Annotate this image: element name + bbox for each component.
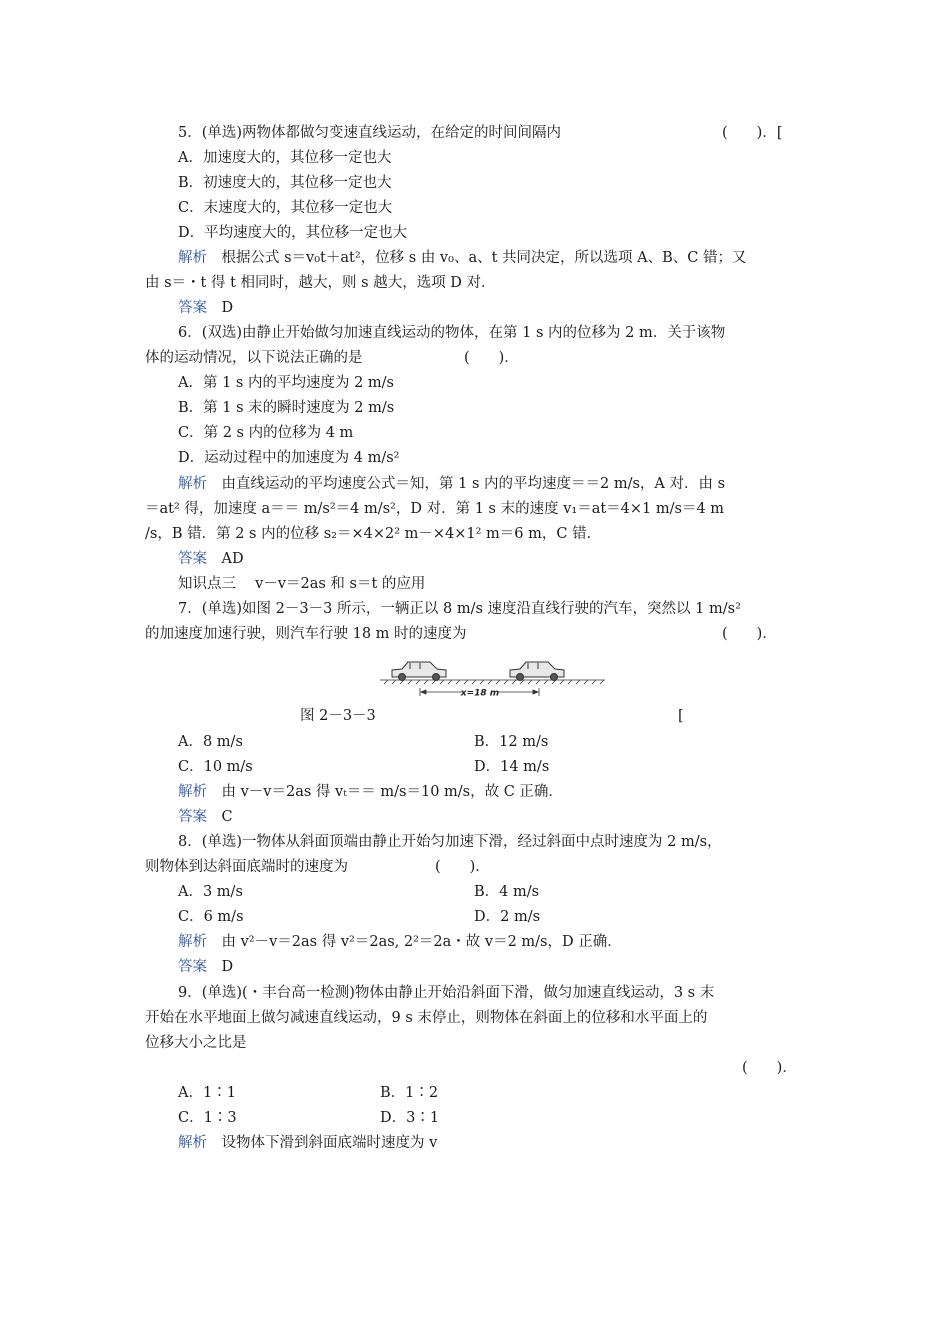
distance-label: x=18 m	[460, 688, 500, 698]
analysis-text: 设物体下滑到斜面底端时速度为 v	[207, 1135, 438, 1151]
q5-option-d: D．平均速度大的，其位移一定也大	[178, 225, 408, 241]
q6-analysis-cont: ＝at² 得，加速度 a＝＝ m/s²＝4 m/s²，D 对．第 1 s 末的速度 v₁＝at＝4×1 m/s＝4 m	[145, 501, 725, 517]
q9-analysis	[178, 1133, 437, 1153]
q5-analysis	[178, 248, 746, 268]
q6-option-a: A．第 1 s 内的平均速度为 2 m/s	[178, 375, 394, 391]
q7-option-c: C．10 m/s	[178, 759, 253, 775]
analysis-text: 由直线运动的平均速度公式＝知，第 1 s 内的平均速度＝＝2 m/s，A 对．由 s	[207, 476, 726, 492]
knowledge-point-heading: 知识点三 v－v＝2as 和 s＝t 的应用	[178, 576, 426, 592]
figure-caption: 图 2－3－3	[300, 708, 376, 724]
q7-option-b: B．12 m/s	[474, 734, 549, 750]
q8-answer	[178, 957, 233, 977]
q8-analysis	[178, 932, 622, 952]
q5-analysis-cont: 由 s＝・t 得 t 相同时，越大，则 s 越大，选项 D 对．	[145, 275, 496, 291]
analysis-label: 解析	[178, 250, 207, 266]
q5-answer-blank: ( )．[	[722, 125, 783, 141]
q6-option-c: C．第 2 s 内的位移为 4 m	[178, 425, 354, 441]
q7-stem-cont: 的加速度加速行驶，则汽车行驶 18 m 时的速度为	[145, 626, 467, 642]
q5-option-b: B．初速度大的，其位移一定也大	[178, 175, 392, 191]
q5-option-a: A．加速度大的，其位移一定也大	[178, 150, 392, 166]
q6-option-b: B．第 1 s 末的瞬时速度为 2 m/s	[178, 400, 395, 416]
q8-stem: 8．(单选)一物体从斜面顶端由静止开始匀加速下滑，经过斜面中点时速度为 2 m/s，	[178, 834, 722, 850]
q9-stem-cont: 开始在水平地面上做匀减速直线运动，9 s 末停止，则物体在斜面上的位移和水平面上的	[145, 1010, 708, 1026]
q7-answer-blank: ( )．	[722, 626, 777, 642]
q8-option-d: D．2 m/s	[474, 909, 541, 925]
q9-option-b: B．1∶2	[380, 1085, 439, 1101]
q5-answer	[178, 298, 233, 318]
analysis-text: 根据公式 s＝v₀t＋at²，位移 s 由 v₀、a、t 共同决定，所以选项 A、B、C 错；又	[207, 250, 747, 266]
answer-label: 答案	[178, 959, 207, 975]
q6-analysis	[178, 474, 725, 494]
answer-label: 答案	[178, 551, 207, 567]
q9-answer-blank: ( )．	[742, 1060, 797, 1076]
q6-answer	[178, 549, 244, 569]
q7-analysis	[178, 782, 563, 802]
q6-option-d: D．运动过程中的加速度为 4 m/s²	[178, 450, 400, 466]
analysis-label: 解析	[178, 1135, 207, 1151]
car-figure	[380, 652, 605, 698]
q7-answer	[178, 807, 233, 827]
answer-label: 答案	[178, 300, 207, 316]
q8-option-a: A．3 m/s	[178, 884, 243, 900]
q5-stem: 5．(单选)两物体都做匀变速直线运动，在给定的时间间隔内	[178, 125, 562, 141]
q8-option-c: C．6 m/s	[178, 909, 244, 925]
ground	[380, 680, 605, 684]
q7-option-a: A．8 m/s	[178, 734, 243, 750]
answer-value: AD	[207, 551, 244, 567]
q6-stem: 6．(双选)由静止开始做匀加速直线运动的物体，在第 1 s 内的位移为 2 m．关于该物	[178, 325, 726, 341]
q9-stem-cont2: 位移大小之比是	[145, 1035, 247, 1051]
q7-option-d: D．14 m/s	[474, 759, 550, 775]
answer-value: D	[207, 300, 234, 316]
analysis-label: 解析	[178, 476, 207, 492]
q8-stem-cont: 则物体到达斜面底端时的速度为 ( )．	[145, 859, 490, 875]
car-icon	[510, 662, 564, 681]
analysis-text: 由 v²－v＝2as 得 v²＝2as, 2²＝2a・故 v＝2 m/s，D 正确．	[207, 934, 622, 950]
q6-stem-cont: 体的运动情况，以下说法正确的是 ( )．	[145, 350, 519, 366]
q9-option-c: C．1∶3	[178, 1110, 237, 1126]
analysis-label: 解析	[178, 784, 207, 800]
q9-option-d: D．3∶1	[380, 1110, 440, 1126]
figure-bracket: [	[678, 708, 684, 724]
analysis-label: 解析	[178, 934, 207, 950]
q9-stem: 9．(单选)(・丰台高一检测)物体由静止开始沿斜面下滑，做匀加速直线运动，3 s 末	[178, 985, 715, 1001]
car-diagram	[380, 652, 605, 698]
q8-option-b: B．4 m/s	[474, 884, 540, 900]
car-icon	[392, 662, 446, 681]
q5-option-c: C．末速度大的，其位移一定也大	[178, 200, 393, 216]
analysis-text: 由 v－v＝2as 得 vₜ＝＝ m/s＝10 m/s，故 C 正确．	[207, 784, 563, 800]
q7-stem: 7．(单选)如图 2－3－3 所示，一辆正以 8 m/s 速度沿直线行驶的汽车，突然以 1 m/s²	[178, 601, 741, 617]
q6-analysis-cont2: /s，B 错．第 2 s 内的位移 s₂＝×4×2² m－×4×1² m＝6 m，C 错．	[145, 526, 602, 542]
answer-value: D	[207, 959, 234, 975]
q9-option-a: A．1∶1	[178, 1085, 236, 1101]
answer-label: 答案	[178, 809, 207, 825]
answer-value: C	[207, 809, 233, 825]
